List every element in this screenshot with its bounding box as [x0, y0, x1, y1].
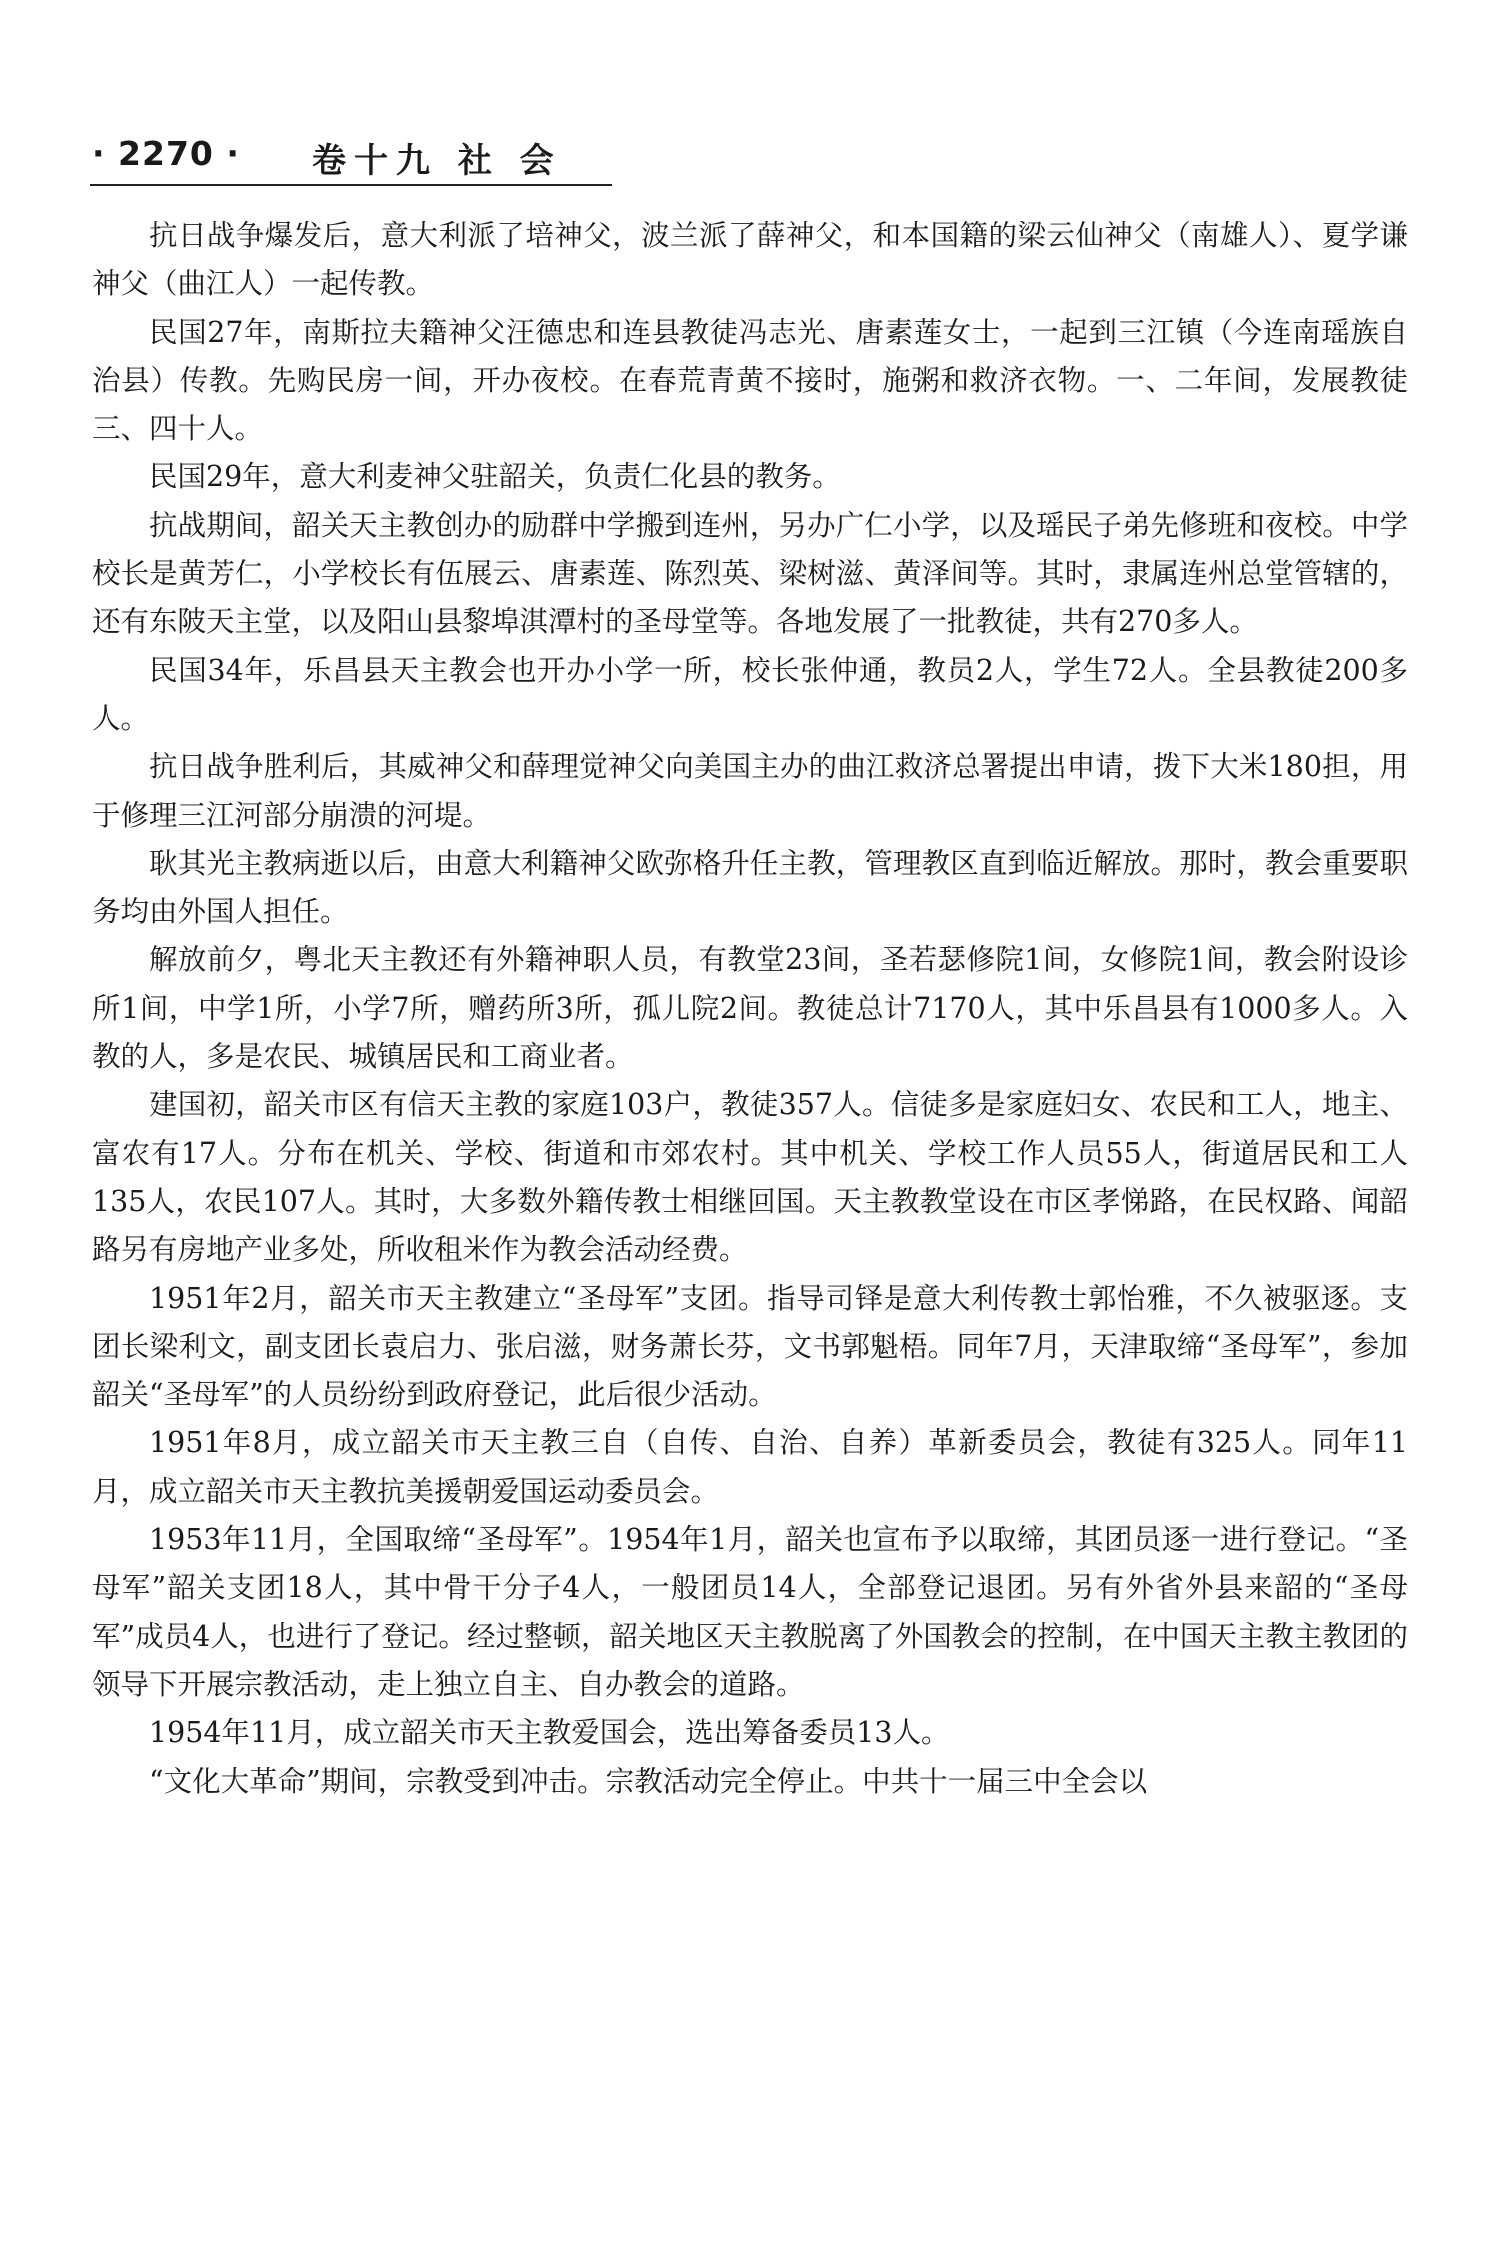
- paragraph: 抗日战争爆发后，意大利派了培神父，波兰派了薛神父，和本国籍的梁云仙神父（南雄人）、夏学谦神父（曲江人）一起传教。: [92, 219, 1408, 301]
- paragraph: 解放前夕，粤北天主教还有外籍神职人员，有教堂23间，圣若瑟修院1间，女修院1间，教会附设诊所1间，中学1所，小学7所，赠药所3所，孤儿院2间。教徒总计7170人，其中乐昌县有1000多人。入教的人，多是农民、城镇居民和工商业者。: [92, 943, 1408, 1074]
- paragraph: 抗战期间，韶关天主教创办的励群中学搬到连州，另办广仁小学，以及瑶民子弟先修班和夜校。中学校长是黄芳仁，小学校长有伍展云、唐素莲、陈烈英、梁树滋、黄泽间等。其时，隶属连州总堂管辖的，还有东陂天主堂，以及阳山县黎埠淇潭村的圣母堂等。各地发展了一批教徒，共有270多人。: [92, 508, 1408, 639]
- section-title: 卷十九 社 会: [312, 141, 562, 181]
- page-number: · 2270 ·: [92, 134, 240, 173]
- paragraph: “文化大革命”期间，宗教受到冲击。宗教活动完全停止。中共十一届三中全会以: [149, 1764, 1148, 1798]
- paragraph: 抗日战争胜利后，其威神父和薛理觉神父向美国主办的曲江救济总署提出申请，拨下大米180担，用于修理三江河部分崩溃的河堤。: [92, 750, 1408, 832]
- paragraph: 民国27年，南斯拉夫籍神父汪德忠和连县教徒冯志光、唐素莲女士，一起到三江镇（今连南瑶族自治县）传教。先购民房一间，开办夜校。在春荒青黄不接时，施粥和救济衣物。一、二年间，发展教徒三、四十人。: [92, 315, 1408, 446]
- paragraph: 耿其光主教病逝以后，由意大利籍神父欧弥格升任主教，管理教区直到临近解放。那时，教会重要职务均由外国人担任。: [92, 846, 1408, 929]
- paragraph: 民国29年，意大利麦神父驻韶关，负责仁化县的教务。: [149, 460, 841, 494]
- page-header: [92, 128, 612, 188]
- paragraph: 民国34年，乐昌县天主教会也开办小学一所，校长张仲通，教员2人，学生72人。全县教徒200多人。: [92, 653, 1408, 735]
- paragraph: 建国初，韶关市区有信天主教的家庭103户，教徒357人。信徒多是家庭妇女、农民和工人，地主、富农有17人。分布在机关、学校、街道和市郊农村。其中机关、学校工作人员55人，街道居民和工人135人，农民107人。其时，大多数外籍传教士相继回国。天主教教堂设在市区孝悌路，在民权路、闻韶路另有房地产业多处，所收租米作为教会活动经费。: [92, 1088, 1408, 1267]
- paragraph: 1953年11月，全国取缔“圣母军”。1954年1月，韶关也宣布予以取缔，其团员逐一进行登记。“圣母军”韶关支团18人，其中骨干分子4人，一般团员14人，全部登记退团。另有外省外县来韶的“圣母军”成员4人，也进行了登记。经过整顿，韶关地区天主教脱离了外国教会的控制，在中国天主教主教团的领导下开展宗教活动，走上独立自主、自办教会的道路。: [92, 1523, 1408, 1701]
- header-divider: [90, 184, 612, 186]
- paragraph: 1951年8月，成立韶关市天主教三自（自传、自治、自养）革新委员会，教徒有325人。同年11月，成立韶关市天主教抗美援朝爱国运动委员会。: [92, 1426, 1408, 1508]
- paragraph: 1951年2月，韶关市天主教建立“圣母军”支团。指导司铎是意大利传教士郭怡雅，不久被驱逐。支团长梁利文，副支团长袁启力、张启滋，财务萧长芬，文书郭魁梧。同年7月，天津取缔“圣母军”，参加韶关“圣母军”的人员纷纷到政府登记，此后很少活动。: [92, 1281, 1408, 1412]
- body-text: [92, 212, 1408, 1806]
- paragraph: 1954年11月，成立韶关市天主教爱国会，选出筹备委员13人。: [149, 1716, 950, 1750]
